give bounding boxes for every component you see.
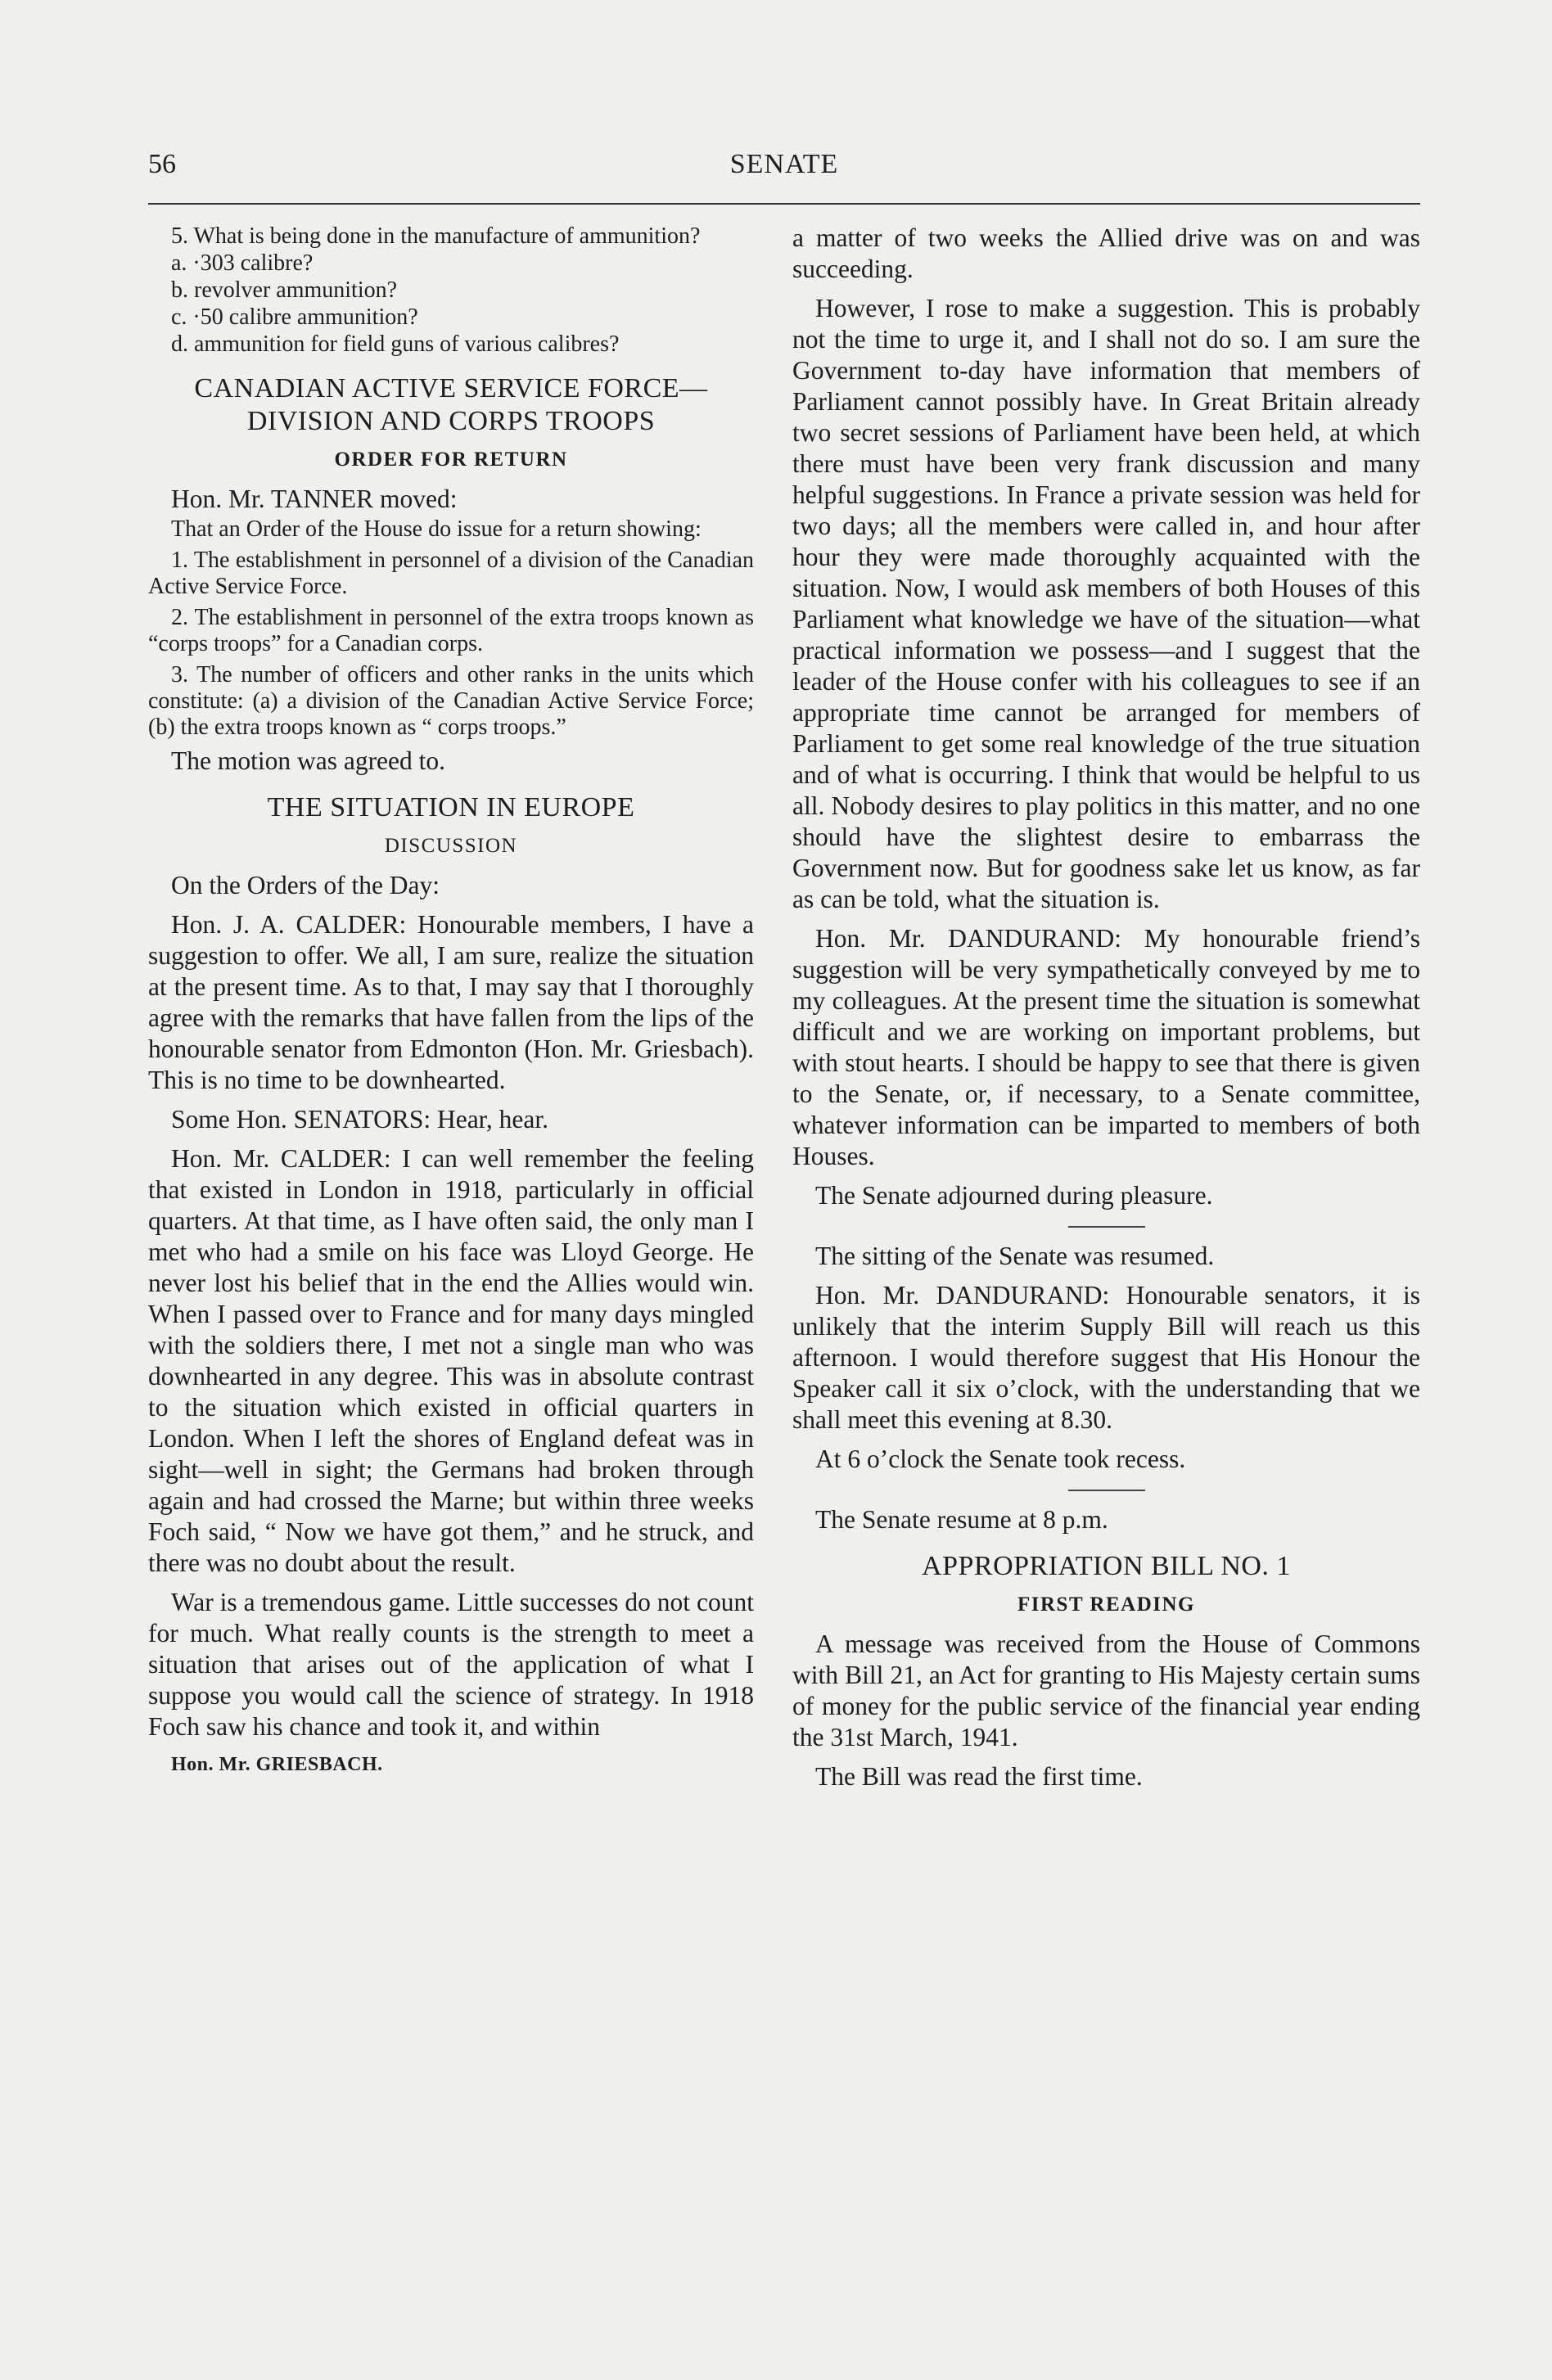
page-number: 56 — [148, 149, 176, 179]
sitting-resumed: The sitting of the Senate was resumed. — [815, 1242, 1215, 1270]
bill-read: The Bill was read the first time. — [815, 1762, 1143, 1791]
section-subheading-first-reading: FIRST READING — [1017, 1593, 1195, 1616]
order-item-2: 2. The establishment in personnel of the extra troops known as “corps troops” for a Canadian corps. — [148, 605, 754, 656]
section-heading-line1: CANADIAN ACTIVE SERVICE FORCE— — [194, 373, 708, 403]
question-item-d: d. ammunition for field guns of various calibres? — [171, 331, 620, 357]
section-heading-appropriation: APPROPRIATION BILL NO. 1 — [922, 1551, 1291, 1581]
section-subheading-discussion: DISCUSSION — [384, 835, 518, 857]
page-footer-name: Hon. Mr. GRIESBACH. — [171, 1754, 383, 1775]
calder-suggestion: However, I rose to make a suggestion. This is probably not the time to urge it, and I shall not do so. I am sure the Government to-day have information that members of Parliament cannot possibly have. In Great Britain already two secret sessions of Parliament have been held, at which there must have been very frank discussion and many helpful suggestions. In France a private session was held for two days; all the members were called in, and hour after hour they were made thoroughly acquainted with the situation. Now, I would ask members of both Houses of this Parliament what knowledge we have of the situation—what practical information we possess—and I suggest that the leader of the House confer with his colleagues to see if an appropriate time cannot be arranged for members of Parliament to get some real knowledge of the true situation and of what is occurring. I think that would be helpful to us all. Nobody desires to play politics in this matter, and no one should have the slightest desire to embarrass the Government now. But for goodness sake let us know, as far as can be told, what the situation is. — [792, 294, 1420, 913]
question-main: 5. What is being done in the manufacture of ammunition? — [171, 223, 701, 249]
senate-adjourned: The Senate adjourned during pleasure. — [815, 1181, 1213, 1210]
question-item-b: b. revolver ammunition? — [171, 277, 398, 303]
calder-speech-continued: a matter of two weeks the Allied drive was on and was succeeding. — [792, 223, 1420, 283]
order-item-3: 3. The number of officers and other ranks in the units which constitute: (a) a division of the Canadian Active Service Force; (b) the extra troops known as “ corps troops.” — [148, 662, 754, 740]
left-column — [148, 223, 754, 1776]
section-heading-cash — [148, 372, 754, 438]
header-rule — [148, 203, 1420, 205]
dandurand-supply-bill: Hon. Mr. DANDURAND: Honourable senators, it is unlikely that the interim Supply Bill will reach us this afternoon. I would therefore suggest that His Honour the Speaker call it six o’clock, with the understanding that we shall meet this evening at 8.30. — [792, 1281, 1420, 1434]
order-item-1: 1. The establishment in personnel of a division of the Canadian Active Service Force. — [148, 548, 754, 599]
section-divider — [1068, 1226, 1145, 1228]
calder-speech-3: War is a tremendous game. Little successes do not count for much. What really counts is the strength to meet a situation that arises out of the application of what I suppose you would call the science of strategy. In 1918 Foch saw his chance and took it, and within — [148, 1588, 754, 1741]
motion-agreed: The motion was agreed to. — [171, 746, 446, 775]
dandurand-reply: Hon. Mr. DANDURAND: My honourable friend’s suggestion will be very sympathetically conveyed by me to my colleagues. At the present time the situation is somewhat difficult and we are working on important problems, but with stout hearts. I should be happy to see that there is given to the Senate, or, if necessary, to a Senate committee, whatever information can be imparted to members of both Houses. — [792, 924, 1420, 1170]
page-header — [148, 149, 1420, 198]
calder-speech-1: Hon. J. A. CALDER: Honourable members, I have a suggestion to offer. We all, I am sure, realize the situation at the present time. As to that, I may say that I thoroughly agree with the remarks that have fallen from the lips of the honourable senator from Edmonton (Hon. Mr. Griesbach). This is no time to be downhearted. — [148, 910, 754, 1094]
orders-of-day: On the Orders of the Day: — [171, 871, 440, 899]
senate-resume: The Senate resume at 8 p.m. — [815, 1505, 1108, 1534]
section-subheading-order: ORDER FOR RETURN — [334, 449, 568, 471]
order-text: That an Order of the House do issue for a return showing: — [171, 516, 702, 542]
question-item-c: c. ·50 calibre ammunition? — [171, 304, 418, 330]
running-head: SENATE — [729, 149, 839, 179]
calder-speech-2: Hon. Mr. CALDER: I can well remember the feeling that existed in London in 1918, particularly in official quarters. At that time, as I have often said, the only man I met who had a smile on his face was Lloyd George. He never lost his belief that in the end the Allies would win. When I passed over to France and for many days mingled with the soldiers there, I met not a single man who was downhearted in any degree. This was in absolute contrast to the situation which existed in official quarters in London. When I left the shores of England defeat was in sight—well in sight; the Germans had broken through again and had crossed the Marne; but within three weeks Foch said, “ Now we have got them,” and he struck, and there was no doubt about the result. — [148, 1144, 754, 1577]
section-heading-line2: DIVISION AND CORPS TROOPS — [246, 406, 656, 436]
motion-line: Hon. Mr. TANNER moved: — [171, 485, 458, 513]
section-heading-europe: THE SITUATION IN EUROPE — [267, 792, 635, 823]
bill-message: A message was received from the House of Commons with Bill 21, an Act for granting to His Majesty certain sums of money for the public service of the financial year ending the 31st March, 1941. — [792, 1629, 1420, 1751]
question-item-a: a. ·303 calibre? — [171, 250, 314, 276]
senators-hear: Some Hon. SENATORS: Hear, hear. — [171, 1105, 548, 1134]
senate-recess: At 6 o’clock the Senate took recess. — [815, 1445, 1186, 1473]
section-divider — [1068, 1490, 1145, 1491]
right-column — [792, 223, 1420, 1801]
